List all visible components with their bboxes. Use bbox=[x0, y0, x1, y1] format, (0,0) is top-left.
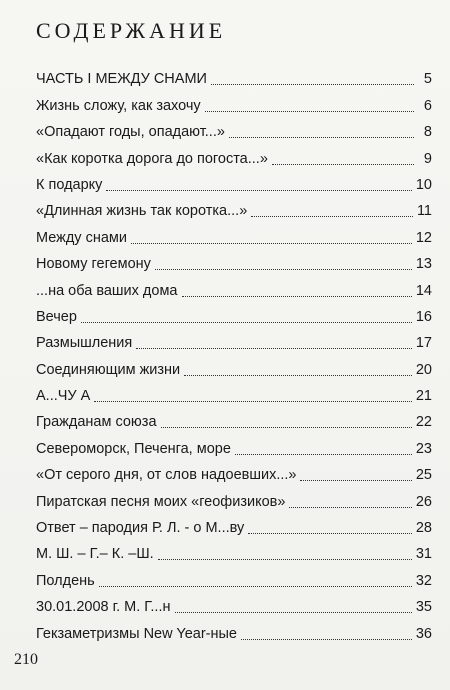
toc-entry-title: К подарку bbox=[36, 176, 103, 193]
toc-entry bbox=[36, 537, 432, 563]
toc-entry bbox=[36, 590, 432, 616]
dot-leader bbox=[251, 216, 413, 217]
toc-entry-page: 25 bbox=[415, 467, 432, 484]
toc-entry-title: Соединяющим жизни bbox=[36, 361, 181, 378]
toc-entry bbox=[36, 88, 432, 114]
toc-entry-title: Между снами bbox=[36, 229, 127, 246]
toc-entry-page: 13 bbox=[415, 256, 432, 273]
toc-entry-page: 26 bbox=[415, 493, 432, 510]
dot-leader bbox=[81, 322, 412, 323]
toc-entry bbox=[36, 431, 432, 457]
toc-entry-page: 6 bbox=[423, 97, 432, 114]
toc-entry-page: 12 bbox=[415, 229, 432, 246]
toc-entry-page: 35 bbox=[415, 599, 432, 616]
toc-entry-page: 9 bbox=[423, 150, 432, 167]
dot-leader bbox=[211, 84, 414, 85]
page-title: СОДЕРЖАНИЕ bbox=[36, 18, 227, 43]
toc-entry-page: 20 bbox=[415, 361, 432, 378]
toc-entry-title: «Опадают годы, опадают...» bbox=[36, 124, 225, 141]
toc-entry-title: А...ЧУ А bbox=[36, 388, 91, 405]
dot-leader bbox=[229, 137, 414, 138]
dot-leader bbox=[155, 269, 412, 270]
toc-entry bbox=[36, 194, 432, 220]
toc-entry-title: Полдень bbox=[36, 572, 95, 589]
table-of-contents bbox=[36, 62, 432, 643]
toc-entry-page: 36 bbox=[415, 625, 432, 642]
toc-entry-page: 31 bbox=[415, 546, 432, 563]
dot-leader bbox=[99, 586, 412, 587]
toc-entry-title: Гекзаметризмы New Year-ные bbox=[36, 625, 237, 642]
dot-leader bbox=[235, 454, 412, 455]
dot-leader bbox=[131, 243, 412, 244]
dot-leader bbox=[182, 296, 412, 297]
toc-entry bbox=[36, 511, 432, 537]
dot-leader bbox=[205, 111, 414, 112]
toc-entry-page: 23 bbox=[415, 440, 432, 457]
dot-leader bbox=[161, 427, 412, 428]
toc-entry bbox=[36, 326, 432, 352]
toc-entry bbox=[36, 273, 432, 299]
toc-entry bbox=[36, 352, 432, 378]
toc-entry bbox=[36, 62, 432, 88]
dot-leader bbox=[94, 401, 412, 402]
toc-entry-page: 32 bbox=[415, 572, 432, 589]
toc-entry bbox=[36, 141, 432, 167]
toc-entry-page: 14 bbox=[415, 282, 432, 299]
toc-entry-page: 8 bbox=[423, 124, 432, 141]
toc-entry bbox=[36, 300, 432, 326]
toc-entry-page: 28 bbox=[415, 520, 432, 537]
toc-entry-page: 21 bbox=[415, 388, 432, 405]
toc-entry-page: 5 bbox=[423, 71, 432, 88]
toc-entry-title: «Длинная жизнь так коротка...» bbox=[36, 203, 248, 220]
toc-entry-title: «От серого дня, от слов надоевших...» bbox=[36, 467, 297, 484]
toc-entry bbox=[36, 458, 432, 484]
toc-entry bbox=[36, 220, 432, 246]
toc-entry bbox=[36, 115, 432, 141]
toc-entry-page: 17 bbox=[415, 335, 432, 352]
toc-entry-title: Ответ – пародия Р. Л. - о М...ву bbox=[36, 520, 245, 537]
toc-entry-title: Новому гегемону bbox=[36, 256, 151, 273]
toc-entry-title: Вечер bbox=[36, 308, 77, 325]
dot-leader bbox=[136, 348, 412, 349]
toc-entry bbox=[36, 563, 432, 589]
dot-leader bbox=[184, 375, 412, 376]
toc-entry-page: 11 bbox=[416, 203, 432, 220]
toc-entry-title: Жизнь сложу, как захочу bbox=[36, 97, 201, 114]
dot-leader bbox=[289, 507, 411, 508]
dot-leader bbox=[175, 612, 412, 613]
dot-leader bbox=[300, 480, 411, 481]
toc-entry-title: Пиратская песня моих «геофизиков» bbox=[36, 493, 286, 510]
dot-leader bbox=[272, 164, 414, 165]
toc-entry-title: Североморск, Печенга, море bbox=[36, 440, 231, 457]
toc-entry-title: 30.01.2008 г. М. Г...н bbox=[36, 599, 171, 616]
toc-entry bbox=[36, 247, 432, 273]
toc-entry-page: 16 bbox=[415, 308, 432, 325]
toc-entry bbox=[36, 379, 432, 405]
toc-entry-title: ...на оба ваших дома bbox=[36, 282, 178, 299]
toc-entry bbox=[36, 405, 432, 431]
toc-entry-title: ЧАСТЬ I МЕЖДУ СНАМИ bbox=[36, 71, 207, 88]
dot-leader bbox=[241, 639, 412, 640]
toc-entry-title: Размышления bbox=[36, 335, 133, 352]
toc-entry bbox=[36, 168, 432, 194]
toc-entry-title: Гражданам союза bbox=[36, 414, 157, 431]
toc-entry bbox=[36, 616, 432, 642]
dot-leader bbox=[158, 559, 412, 560]
page-number: 210 bbox=[14, 651, 38, 668]
toc-entry-page: 10 bbox=[415, 176, 432, 193]
toc-entry-title: М. Ш. – Г.– К. –Ш. bbox=[36, 546, 154, 563]
toc-entry-page: 22 bbox=[415, 414, 432, 431]
dot-leader bbox=[248, 533, 412, 534]
toc-entry-title: «Как коротка дорога до погоста...» bbox=[36, 150, 268, 167]
toc-entry bbox=[36, 484, 432, 510]
dot-leader bbox=[106, 190, 411, 191]
